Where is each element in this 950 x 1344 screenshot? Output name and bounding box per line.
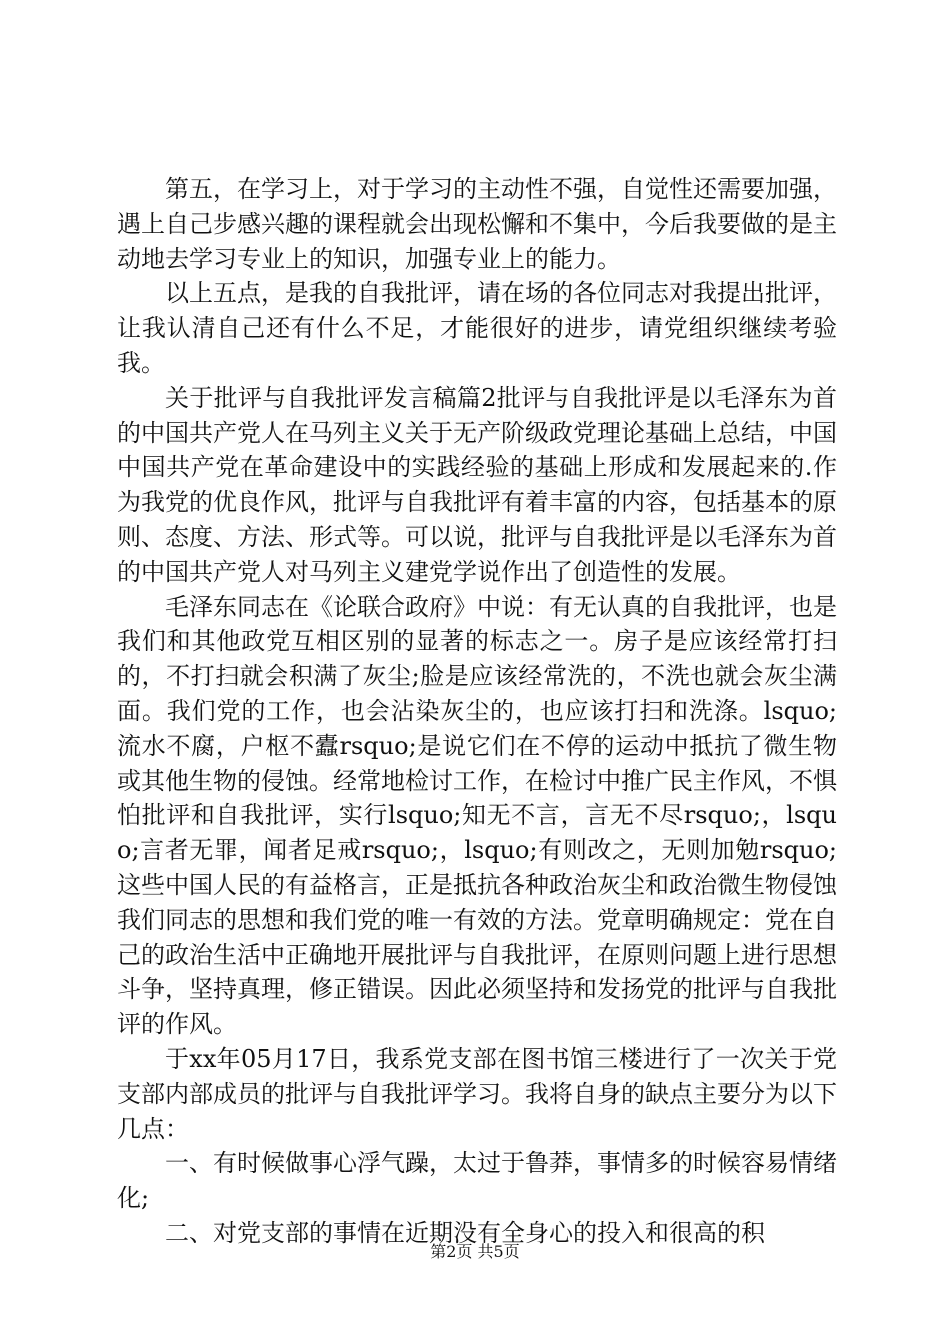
paragraph-point-one: 一、有时候做事心浮气躁，太过于鲁莽，事情多的时候容易情绪化; bbox=[117, 1149, 837, 1213]
paragraph-mao-quote: 毛泽东同志在《论联合政府》中说：有无认真的自我批评，也是我们和其他政党互相区别的显著的标志之一。房子是应该经常打扫的，不打扫就会积满了灰尘;脸是应该经常洗的，不洗也就会灰尘满面。我们党的工作，也会沾染灰尘的，也应该打扫和洗涤。lsquo;流水不腐，户枢不蠹rsquo;是说它们在不停的运动中抵抗了微生物或其他生物的侵蚀。经常地检讨工作，在检讨中推广民主作风，不惧怕批评和自我批评，实行lsquo;知无不言，言无不尽rsquo;，lsquo;言者无罪，闻者足戒rsquo;，lsquo;有则改之，无则加勉rsquo;这些中国人民的有益格言，正是抵抗各种政治灰尘和政治微生物侵蚀我们同志的思想和我们党的唯一有效的方法。党章明确规定：党在自己的政治生活中正确地开展批评与自我批评，在原则问题上进行思想斗争，坚持真理，修正错误。因此必须坚持和发扬党的批评与自我批评的作风。 bbox=[117, 592, 837, 1039]
document-body bbox=[117, 172, 837, 1251]
paragraph-fifth-point: 第五，在学习上，对于学习的主动性不强，自觉性还需要加强，遇上自己步感兴趣的课程就会出现松懈和不集中，今后我要做的是主动地去学习专业上的知识，加强专业上的能力。 bbox=[117, 175, 837, 273]
page-number-footer: 第2页 共5页 bbox=[430, 1242, 520, 1261]
paragraph-summary: 以上五点，是我的自我批评，请在场的各位同志对我提出批评，让我认清自己还有什么不足，才能很好的进步，请党组织继续考验我。 bbox=[117, 279, 837, 377]
paragraph-speech-2-intro: 关于批评与自我批评发言稿篇2批评与自我批评是以毛泽东为首的中国共产党人在马列主义关于无产阶级政党理论基础上总结，中国中国共产党在革命建设中的实践经验的基础上形成和发展起来的.作为我党的优良作风，批评与自我批评有着丰富的内容，包括基本的原则、态度、方法、形式等。可以说，批评与自我批评是以毛泽东为首的中国共产党人对马列主义建党学说作出了创造性的发展。 bbox=[117, 383, 837, 586]
paragraph-meeting: 于xx年05月17日，我系党支部在图书馆三楼进行了一次关于党支部内部成员的批评与自我批评学习。我将自身的缺点主要分为以下几点： bbox=[117, 1044, 837, 1143]
paragraph-point-two: 二、对党支部的事情在近期没有全身心的投入和很高的积 bbox=[165, 1218, 765, 1247]
